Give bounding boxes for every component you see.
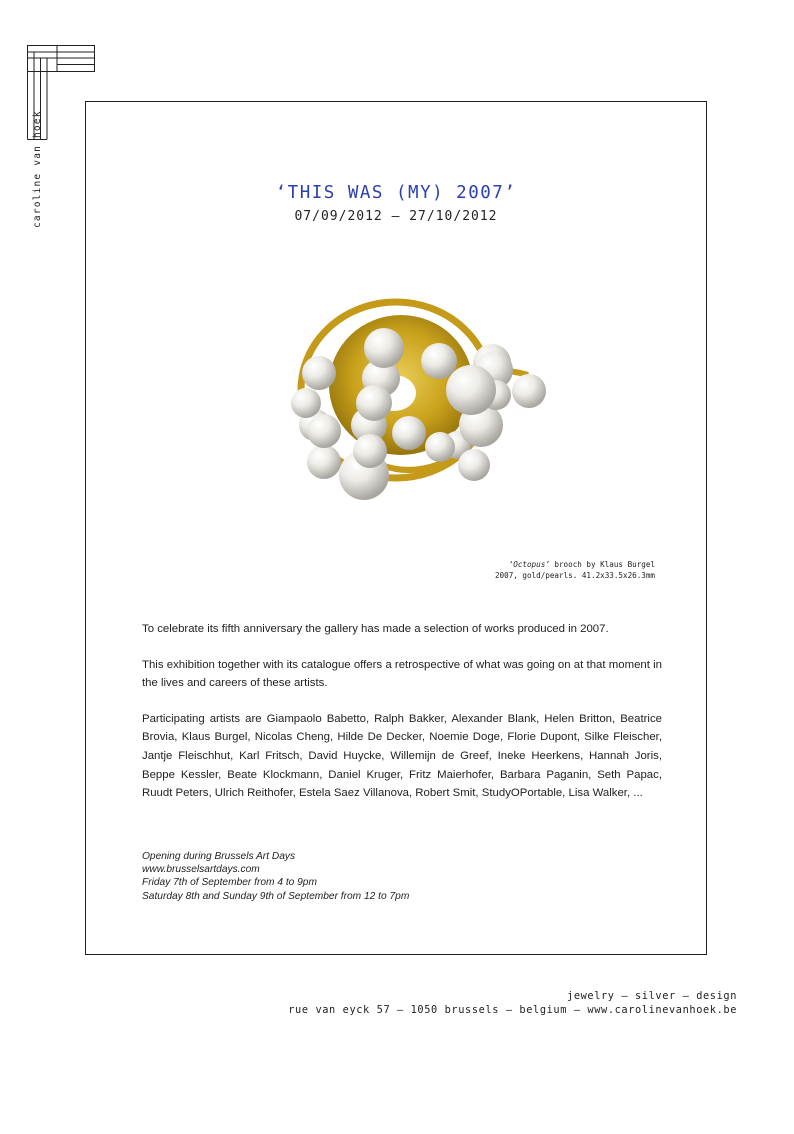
caption-line-1: [495, 559, 655, 570]
opening-line-1: Opening during Brussels Art Days: [142, 851, 296, 862]
description-paragraph-2: This exhibition together with its catalogue offers a retrospective of what was going on at that moment in the lives and careers of these artists.: [142, 658, 662, 690]
artists-paragraph: Participating artists are Giampaolo Babetto, Ralph Bakker, Alexander Blank, Helen Britton, Beatrice Brovia, Klaus Burgel, Nicolas Cheng, Hilde De Decker, Noemie Doge, Florie Dupont, Silke Fleischer, Jantje Fleischhut, Karl Fritsch, David Huycke, Willemijn de Greef, Ineke Heerkens, Hannah Joris, Beppe Kessler, Beate Klockmann, Daniel Kruger, Fritz Maierhofer, Barbara Paganin, Seth Papac, Ruudt Peters, Ulrich Reithofer, Estela Saez Villanova, Robert Smit, StudyOPortable, Lisa Walker, ...: [142, 712, 662, 800]
exhibition-description: [142, 620, 662, 820]
artwork-caption: [495, 559, 655, 581]
gallery-footer: [288, 989, 737, 1017]
footer-address: rue van eyck 57 – 1050 brussels – belgium – www.carolinevanhoek.be: [288, 1004, 737, 1016]
vertical-gallery-name: caroline van hoek: [32, 110, 43, 228]
exhibition-card: [85, 101, 707, 955]
exhibition-title: ‘THIS WAS (MY) 2007’: [275, 183, 517, 203]
opening-line-4: Saturday 8th and Sunday 9th of September from 12 to 7pm: [142, 890, 410, 902]
opening-line-3: Friday 7th of September from 4 to 9pm: [142, 877, 317, 889]
exhibition-dates: 07/09/2012 – 27/10/2012: [294, 209, 498, 224]
caption-work-maker: brooch by Klaus Burgel: [549, 560, 655, 569]
description-paragraph-1: To celebrate its fifth anniversary the gallery has made a selection of works produced in 2007.: [142, 623, 609, 635]
caption-line-2: 2007, gold/pearls. 41.2x33.5x26.3mm: [494, 571, 655, 580]
opening-website: www.brusselsartdays.com: [142, 864, 260, 876]
brooch-photo: [266, 275, 546, 505]
caption-work-title: ‘Octopus’: [508, 560, 550, 569]
opening-info: [142, 850, 409, 903]
footer-tagline: jewelry – silver – design: [567, 990, 737, 1002]
